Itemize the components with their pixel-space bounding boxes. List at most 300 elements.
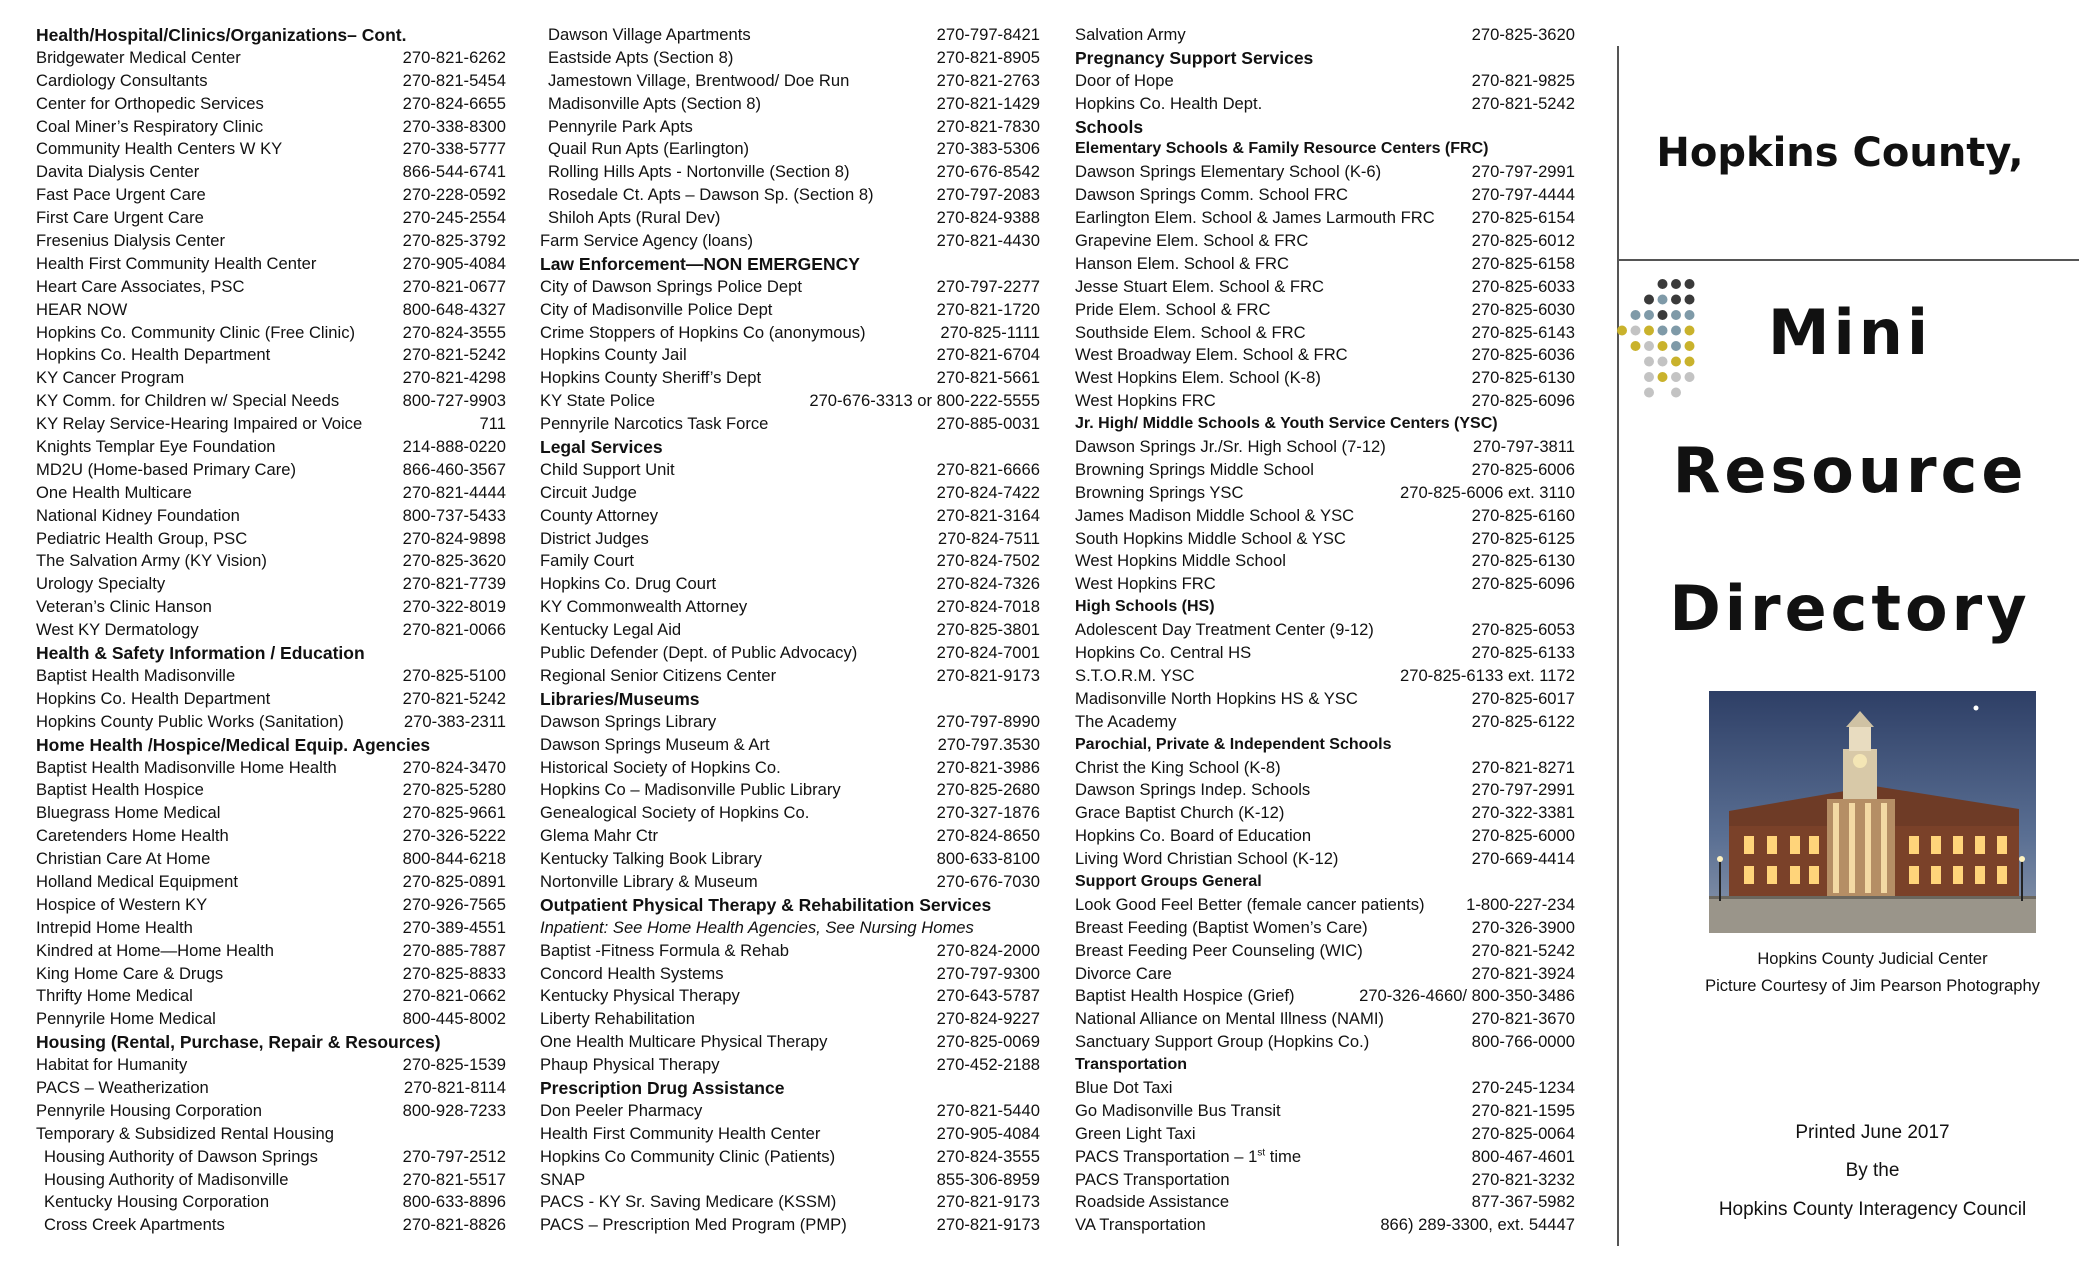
entry-phone: 800-844-6218 [402, 849, 506, 869]
section-heading [1075, 47, 1575, 70]
entry-phone: 270-676-7030 [936, 871, 1040, 891]
entry-name: Bluegrass Home Medical [36, 803, 221, 823]
directory-entry [1075, 207, 1575, 230]
entry-phone: 800-633-8896 [402, 1192, 506, 1212]
directory-entry [1075, 1146, 1575, 1169]
entry-phone: 866-544-6741 [402, 162, 506, 182]
entry-phone: 270-322-8019 [402, 597, 506, 617]
directory-entry [36, 1054, 506, 1077]
entry-name: Cardiology Consultants [36, 70, 208, 90]
directory-entry [1075, 1008, 1575, 1031]
directory-entry [540, 161, 1040, 184]
entry-name: Holland Medical Equipment [36, 871, 239, 891]
directory-entry [36, 711, 506, 734]
directory-entry [540, 24, 1040, 47]
directory-entry [36, 985, 506, 1008]
entry-name: Caretenders Home Health [36, 826, 229, 846]
directory-entry [1075, 1191, 1575, 1214]
directory-entry [36, 1169, 506, 1192]
entry-name: West Hopkins Middle School [1075, 551, 1286, 571]
entry-name: Baptist Health Madisonville Home Health [36, 757, 337, 777]
entry-name: Regional Senior Citizens Center [540, 665, 777, 685]
entry-name: Browning Springs YSC [1075, 482, 1244, 502]
directory-entry [540, 665, 1040, 688]
entry-name: KY Relay Service-Hearing Impaired or Voice [36, 414, 363, 434]
entry-name: Home Health /Hospice/Medical Equip. Agencies [36, 734, 431, 755]
entry-name: Genealogical Society of Hopkins Co. [540, 803, 810, 823]
directory-entry [1075, 688, 1575, 711]
entry-name: Center for Orthopedic Services [36, 93, 264, 113]
entry-name: Browning Springs Middle School [1075, 459, 1314, 479]
entry-phone: 711 [479, 414, 506, 434]
directory-entry [540, 1008, 1040, 1031]
directory-entry [36, 665, 506, 688]
entry-phone: 270-821-8114 [403, 1077, 506, 1097]
entry-phone: 270-824-8650 [936, 826, 1040, 846]
entry-name: S.T.O.R.M. YSC [1075, 665, 1195, 685]
entry-name: Law Enforcement—NON EMERGENCY [540, 253, 860, 274]
entry-name: PACS - KY Sr. Saving Medicare (KSSM) [540, 1192, 837, 1212]
entry-phone: 270-824-7018 [936, 597, 1040, 617]
directory-entry [36, 1100, 506, 1123]
entry-phone: 270-676-8542 [936, 162, 1040, 182]
entry-name: Hopkins County Sheriff’s Dept [540, 368, 762, 388]
directory-entry [36, 116, 506, 139]
entry-phone: 270-825-9661 [402, 803, 506, 823]
entry-name: Thrifty Home Medical [36, 986, 193, 1006]
cover-county-title: Hopkins County, [1656, 130, 2024, 176]
entry-phone: 270-824-9898 [402, 528, 506, 548]
entry-phone: 270-926-7565 [402, 894, 506, 914]
entry-phone: 270-825-1111 [940, 322, 1040, 342]
directory-entry [36, 390, 506, 413]
entry-name: Hopkins Co Community Clinic (Patients) [540, 1146, 836, 1166]
entry-name: Transportation [1075, 1056, 1188, 1074]
entry-name: Jr. High/ Middle Schools & Youth Service Centers (YSC) [1075, 415, 1498, 433]
entry-name: County Attorney [540, 505, 659, 525]
directory-entry [36, 322, 506, 345]
directory-entry [540, 505, 1040, 528]
entry-phone: 270-821-5661 [936, 368, 1040, 388]
directory-entry [540, 596, 1040, 619]
section-heading [540, 253, 1040, 276]
entry-name: Health First Community Health Center [540, 1123, 821, 1143]
directory-entry [36, 688, 506, 711]
entry-name: Grace Baptist Church (K-12) [1075, 803, 1285, 823]
decorative-dot [1644, 372, 1654, 382]
entry-name: Pride Elem. School & FRC [1075, 299, 1271, 319]
directory-entry [1075, 1077, 1575, 1100]
directory-entry [540, 116, 1040, 139]
section-note [540, 917, 1040, 940]
decorative-dot [1671, 388, 1681, 398]
entry-phone: 270-824-3555 [936, 1146, 1040, 1166]
entry-phone: 270-383-2311 [403, 711, 506, 731]
directory-entry [1075, 985, 1575, 1008]
entry-name: Jamestown Village, Brentwood/ Doe Run [548, 70, 850, 90]
entry-phone: 270-676-3313 or 800-222-5555 [809, 391, 1040, 411]
directory-entry [36, 550, 506, 573]
entry-name: Historical Society of Hopkins Co. [540, 757, 781, 777]
entry-name: Pregnancy Support Services [1075, 47, 1314, 68]
entry-name: Christ the King School (K-8) [1075, 757, 1281, 777]
entry-phone: 270-825-3620 [402, 551, 506, 571]
directory-entry [1075, 1169, 1575, 1192]
entry-name: Baptist -Fitness Formula & Rehab [540, 940, 790, 960]
entry-name: Dawson Springs Indep. Schools [1075, 780, 1311, 800]
directory-entry [36, 871, 506, 894]
entry-name: Concord Health Systems [540, 963, 724, 983]
entry-name: First Care Urgent Care [36, 208, 204, 228]
entry-name: Adolescent Day Treatment Center (9-12) [1075, 620, 1374, 640]
entry-phone: 270-825-6160 [1471, 505, 1575, 525]
entry-name: Cross Creek Apartments [44, 1215, 225, 1235]
directory-entry [540, 93, 1040, 116]
directory-entry [540, 1123, 1040, 1146]
entry-name: Dawson Springs Library [540, 711, 717, 731]
entry-phone: 270-821-5454 [402, 70, 506, 90]
directory-entry [540, 985, 1040, 1008]
entry-phone: 270-825-6143 [1471, 322, 1575, 342]
subsection-heading [1075, 871, 1575, 894]
entry-name: Public Defender (Dept. of Public Advocacy) [540, 643, 858, 663]
photo-caption-credit: Picture Courtesy of Jim Pearson Photography [1705, 977, 2040, 995]
section-heading [36, 642, 506, 665]
directory-entry [1075, 93, 1575, 116]
section-heading [36, 734, 506, 757]
entry-name: Nortonville Library & Museum [540, 871, 758, 891]
entry-name: City of Madisonville Police Dept [540, 299, 773, 319]
directory-entry [540, 825, 1040, 848]
section-heading [540, 688, 1040, 711]
entry-name: One Health Multicare [36, 482, 192, 502]
entry-name: Jesse Stuart Elem. School & FRC [1075, 276, 1324, 296]
subsection-heading [1075, 596, 1575, 619]
directory-entry [36, 47, 506, 70]
directory-entry [36, 802, 506, 825]
directory-entry [36, 1214, 506, 1237]
entry-phone: 270-821-3986 [936, 757, 1040, 777]
directory-entry [1075, 940, 1575, 963]
entry-phone: 270-245-2554 [402, 208, 506, 228]
cover-title-directory: Directory [1669, 572, 2031, 645]
directory-entry [1075, 917, 1575, 940]
entry-name: Living Word Christian School (K-12) [1075, 849, 1339, 869]
decorative-dot [1685, 372, 1695, 382]
entry-phone: 270-825-0064 [1471, 1123, 1575, 1143]
entry-name: Green Light Taxi [1075, 1123, 1196, 1143]
directory-entry [36, 848, 506, 871]
entry-phone: 270-797-8990 [936, 711, 1040, 731]
directory-entry [1075, 550, 1575, 573]
entry-name: Divorce Care [1075, 963, 1172, 983]
entry-phone: 270-821-3164 [936, 505, 1040, 525]
entry-name: Health First Community Health Center [36, 253, 317, 273]
entry-phone: 270-821-0662 [402, 986, 506, 1006]
entry-name: Southside Elem. School & FRC [1075, 322, 1306, 342]
directory-entry [36, 619, 506, 642]
directory-entry [1075, 253, 1575, 276]
directory-entry [1075, 322, 1575, 345]
entry-name: One Health Multicare Physical Therapy [540, 1032, 828, 1052]
directory-entry [1075, 1214, 1575, 1237]
entry-phone: 270-824-7326 [936, 574, 1040, 594]
council-name: Hopkins County Interagency Council [1718, 1199, 2027, 1220]
entry-name: Hopkins Co. Community Clinic (Free Clinic) [36, 322, 356, 342]
entry-phone: 855-306-8959 [936, 1169, 1040, 1189]
entry-name: West KY Dermatology [36, 620, 199, 640]
entry-name: Kentucky Housing Corporation [44, 1192, 270, 1212]
directory-entry [540, 528, 1040, 551]
entry-name: Outpatient Physical Therapy & Rehabilitation Services [540, 894, 992, 915]
directory-entry [540, 1054, 1040, 1077]
entry-name: Baptist Health Madisonville [36, 665, 236, 685]
entry-name: Prescription Drug Assistance [540, 1077, 785, 1098]
decorative-dot [1671, 372, 1681, 382]
entry-name: KY Commonwealth Attorney [540, 597, 748, 617]
directory-entry [36, 230, 506, 253]
entry-name: Baptist Health Hospice [36, 780, 204, 800]
entry-name: Kentucky Talking Book Library [540, 849, 762, 869]
entry-phone: 270-825-6122 [1471, 711, 1575, 731]
entry-name: PACS – Weatherization [36, 1077, 209, 1097]
entry-phone: 270-821-1595 [1471, 1100, 1575, 1120]
entry-name: Dawson Springs Museum & Art [540, 734, 770, 754]
section-heading [1075, 116, 1575, 139]
entry-phone: 270-825-6154 [1471, 208, 1575, 228]
entry-name: Don Peeler Pharmacy [540, 1100, 703, 1120]
entry-phone: 270-338-8300 [402, 116, 506, 136]
entry-name: Bridgewater Medical Center [36, 47, 241, 67]
entry-name: Breast Feeding Peer Counseling (WIC) [1075, 940, 1363, 960]
subsection-heading [1075, 1054, 1575, 1077]
directory-entry [540, 47, 1040, 70]
entry-phone: 800-727-9903 [402, 391, 506, 411]
entry-name: Family Court [540, 551, 635, 571]
entry-name: Pediatric Health Group, PSC [36, 528, 248, 548]
entry-phone: 270-825-6133 [1471, 643, 1575, 663]
entry-phone: 800-633-8100 [936, 849, 1040, 869]
directory-entry [1075, 1100, 1575, 1123]
directory-entry [1075, 505, 1575, 528]
entry-name: Temporary & Subsidized Rental Housing [36, 1123, 334, 1143]
entry-phone: 270-825-1539 [402, 1055, 506, 1075]
entry-phone: 270-824-7001 [936, 643, 1040, 663]
entry-phone: 270-821-9825 [1471, 70, 1575, 90]
entry-name: James Madison Middle School & YSC [1075, 505, 1355, 525]
entry-name: High Schools (HS) [1075, 598, 1215, 616]
directory-entry [1075, 184, 1575, 207]
entry-phone: 270-821-6262 [402, 47, 506, 67]
entry-name: Roadside Assistance [1075, 1192, 1230, 1212]
judicial-center-photo [1709, 691, 2036, 933]
entry-phone: 270-825-6096 [1471, 391, 1575, 411]
entry-name: Parochial, Private & Independent Schools [1075, 735, 1392, 753]
directory-entry [540, 757, 1040, 780]
entry-name: Heart Care Associates, PSC [36, 276, 245, 296]
entry-phone: 270-905-4084 [402, 253, 506, 273]
entry-name: Coal Miner’s Respiratory Clinic [36, 116, 264, 136]
directory-entry [1075, 802, 1575, 825]
directory-entry [540, 322, 1040, 345]
subsection-heading [1075, 734, 1575, 757]
entry-phone: 877-367-5982 [1471, 1192, 1575, 1212]
entry-name: Earlington Elem. School & James Larmouth FRC [1075, 208, 1435, 228]
directory-entry [1075, 619, 1575, 642]
entry-name: Urology Specialty [36, 574, 166, 594]
directory-entry [36, 413, 506, 436]
entry-phone: 270-824-9388 [936, 208, 1040, 228]
entry-name: Christian Care At Home [36, 849, 211, 869]
directory-entry [1075, 367, 1575, 390]
directory-entry [1075, 779, 1575, 802]
entry-phone: 270-824-2000 [936, 940, 1040, 960]
directory-entry [1075, 757, 1575, 780]
entry-name: Door of Hope [1075, 70, 1174, 90]
entry-name: Rosedale Ct. Apts – Dawson Sp. (Section 8) [548, 185, 874, 205]
directory-entry [36, 253, 506, 276]
entry-name: West Broadway Elem. School & FRC [1075, 345, 1348, 365]
directory-entry [540, 184, 1040, 207]
entry-name: Go Madisonville Bus Transit [1075, 1100, 1281, 1120]
decorative-dot [1671, 279, 1681, 289]
entry-name: West Hopkins FRC [1075, 574, 1216, 594]
entry-phone: 800-766-0000 [1471, 1032, 1575, 1052]
entry-name: Housing (Rental, Purchase, Repair & Resources) [36, 1032, 441, 1053]
entry-phone: 270-825-8833 [402, 963, 506, 983]
directory-entry [540, 230, 1040, 253]
entry-phone: 270-825-6030 [1471, 299, 1575, 319]
entry-phone: 800-445-8002 [402, 1009, 506, 1029]
entry-phone: 270-322-3381 [1471, 803, 1575, 823]
directory-entry [540, 413, 1040, 436]
entry-phone: 270-825-6006 [1471, 459, 1575, 479]
entry-phone: 270-821-5242 [402, 688, 506, 708]
directory-entry [1075, 344, 1575, 367]
entry-phone: 270-383-5306 [936, 139, 1040, 159]
entry-name: Community Health Centers W KY [36, 139, 283, 159]
directory-entry [36, 505, 506, 528]
entry-name: Hopkins Co. Board of Education [1075, 826, 1312, 846]
entry-phone: 270-821-5242 [1471, 940, 1575, 960]
entry-name: Elementary Schools & Family Resource Centers (FRC) [1075, 140, 1489, 158]
entry-phone: 270-825-6133 ext. 1172 [1400, 665, 1575, 685]
directory-entry [540, 963, 1040, 986]
entry-phone: 270-821-0066 [402, 620, 506, 640]
entry-phone: 270-326-3900 [1471, 917, 1575, 937]
entry-phone: 270-821-4298 [402, 368, 506, 388]
directory-entry [36, 344, 506, 367]
entry-name: Baptist Health Hospice (Grief) [1075, 986, 1295, 1006]
printed-date: Printed June 2017 [1795, 1122, 1950, 1143]
entry-phone: 270-797-4444 [1471, 185, 1575, 205]
subsection-heading [1075, 138, 1575, 161]
entry-phone: 270-821-5440 [936, 1100, 1040, 1120]
entry-name: Eastside Apts (Section 8) [548, 47, 734, 67]
photo-caption-title: Hopkins County Judicial Center [1757, 950, 1988, 968]
directory-entry [540, 779, 1040, 802]
entry-name: Madisonville North Hopkins HS & YSC [1075, 688, 1358, 708]
entry-name: Madisonville Apts (Section 8) [548, 93, 762, 113]
entry-name: Knights Templar Eye Foundation [36, 437, 276, 457]
entry-phone: 270-821-1720 [936, 299, 1040, 319]
directory-entry [36, 459, 506, 482]
entry-phone: 270-821-6704 [936, 345, 1040, 365]
entry-name: Intrepid Home Health [36, 917, 193, 937]
entry-name: Crime Stoppers of Hopkins Co (anonymous) [540, 322, 866, 342]
entry-phone: 270-821-5242 [1471, 93, 1575, 113]
entry-name: Libraries/Museums [540, 688, 700, 709]
entry-phone: 270-389-4551 [402, 917, 506, 937]
directory-entry [540, 619, 1040, 642]
directory-entry [1075, 894, 1575, 917]
entry-phone: 270-797-9300 [936, 963, 1040, 983]
entry-phone: 270-245-1234 [1471, 1077, 1575, 1097]
entry-phone: 270-825-3801 [936, 620, 1040, 640]
entry-name: MD2U (Home-based Primary Care) [36, 459, 297, 479]
directory-entry [540, 1146, 1040, 1169]
entry-phone: 270-821-2763 [936, 70, 1040, 90]
entry-name: Pennyrile Narcotics Task Force [540, 414, 769, 434]
entry-name: Shiloh Apts (Rural Dev) [548, 208, 721, 228]
directory-entry [540, 642, 1040, 665]
directory-entry [1075, 161, 1575, 184]
entry-phone: 270-825-3620 [1471, 25, 1575, 44]
entry-phone: 270-821-3924 [1471, 963, 1575, 983]
entry-name: SNAP [540, 1169, 586, 1189]
entry-name: Quail Run Apts (Earlington) [548, 139, 750, 159]
directory-entry [36, 1123, 506, 1146]
cover-vertical-rule [1617, 46, 1619, 1246]
entry-name: Habitat for Humanity [36, 1055, 188, 1075]
entry-phone: 270-797-2991 [1471, 162, 1575, 182]
entry-phone: 270-821-9173 [936, 1192, 1040, 1212]
column-3 [1075, 24, 1575, 1237]
entry-name: Breast Feeding (Baptist Women’s Care) [1075, 917, 1368, 937]
directory-entry [1075, 848, 1575, 871]
directory-entry [1075, 1123, 1575, 1146]
entry-name: Inpatient: See Home Health Agencies, See Nursing Homes [540, 917, 974, 937]
directory-entry [36, 70, 506, 93]
subsection-heading [1075, 413, 1575, 436]
entry-phone: 270-825-6130 [1471, 551, 1575, 571]
entry-phone: 270-821-3232 [1471, 1169, 1575, 1189]
entry-name: Farm Service Agency (loans) [540, 231, 754, 251]
directory-entry [36, 528, 506, 551]
directory-entry [36, 825, 506, 848]
entry-phone: 270-821-5517 [402, 1169, 506, 1189]
entry-name: KY State Police [540, 391, 655, 411]
entry-name: Child Support Unit [540, 459, 675, 479]
printed-by: By the [1845, 1160, 1900, 1181]
entry-phone: 270-825-5280 [402, 780, 506, 800]
directory-entry [36, 596, 506, 619]
section-heading [540, 894, 1040, 917]
entry-phone: 270-228-0592 [402, 185, 506, 205]
directory-entry [1075, 642, 1575, 665]
entry-phone: 800-928-7233 [402, 1100, 506, 1120]
entry-phone: 800-737-5433 [402, 505, 506, 525]
entry-name: District Judges [540, 528, 649, 548]
entry-name: Schools [1075, 116, 1144, 137]
entry-phone: 270-825-3792 [402, 231, 506, 251]
entry-phone: 270-824-7502 [936, 551, 1040, 571]
entry-phone: 270-825-6053 [1471, 620, 1575, 640]
directory-entry [36, 779, 506, 802]
entry-phone: 270-825-6017 [1471, 688, 1575, 708]
entry-name: Pennyrile Park Apts [548, 116, 693, 136]
entry-name: Housing Authority of Dawson Springs [44, 1146, 318, 1166]
